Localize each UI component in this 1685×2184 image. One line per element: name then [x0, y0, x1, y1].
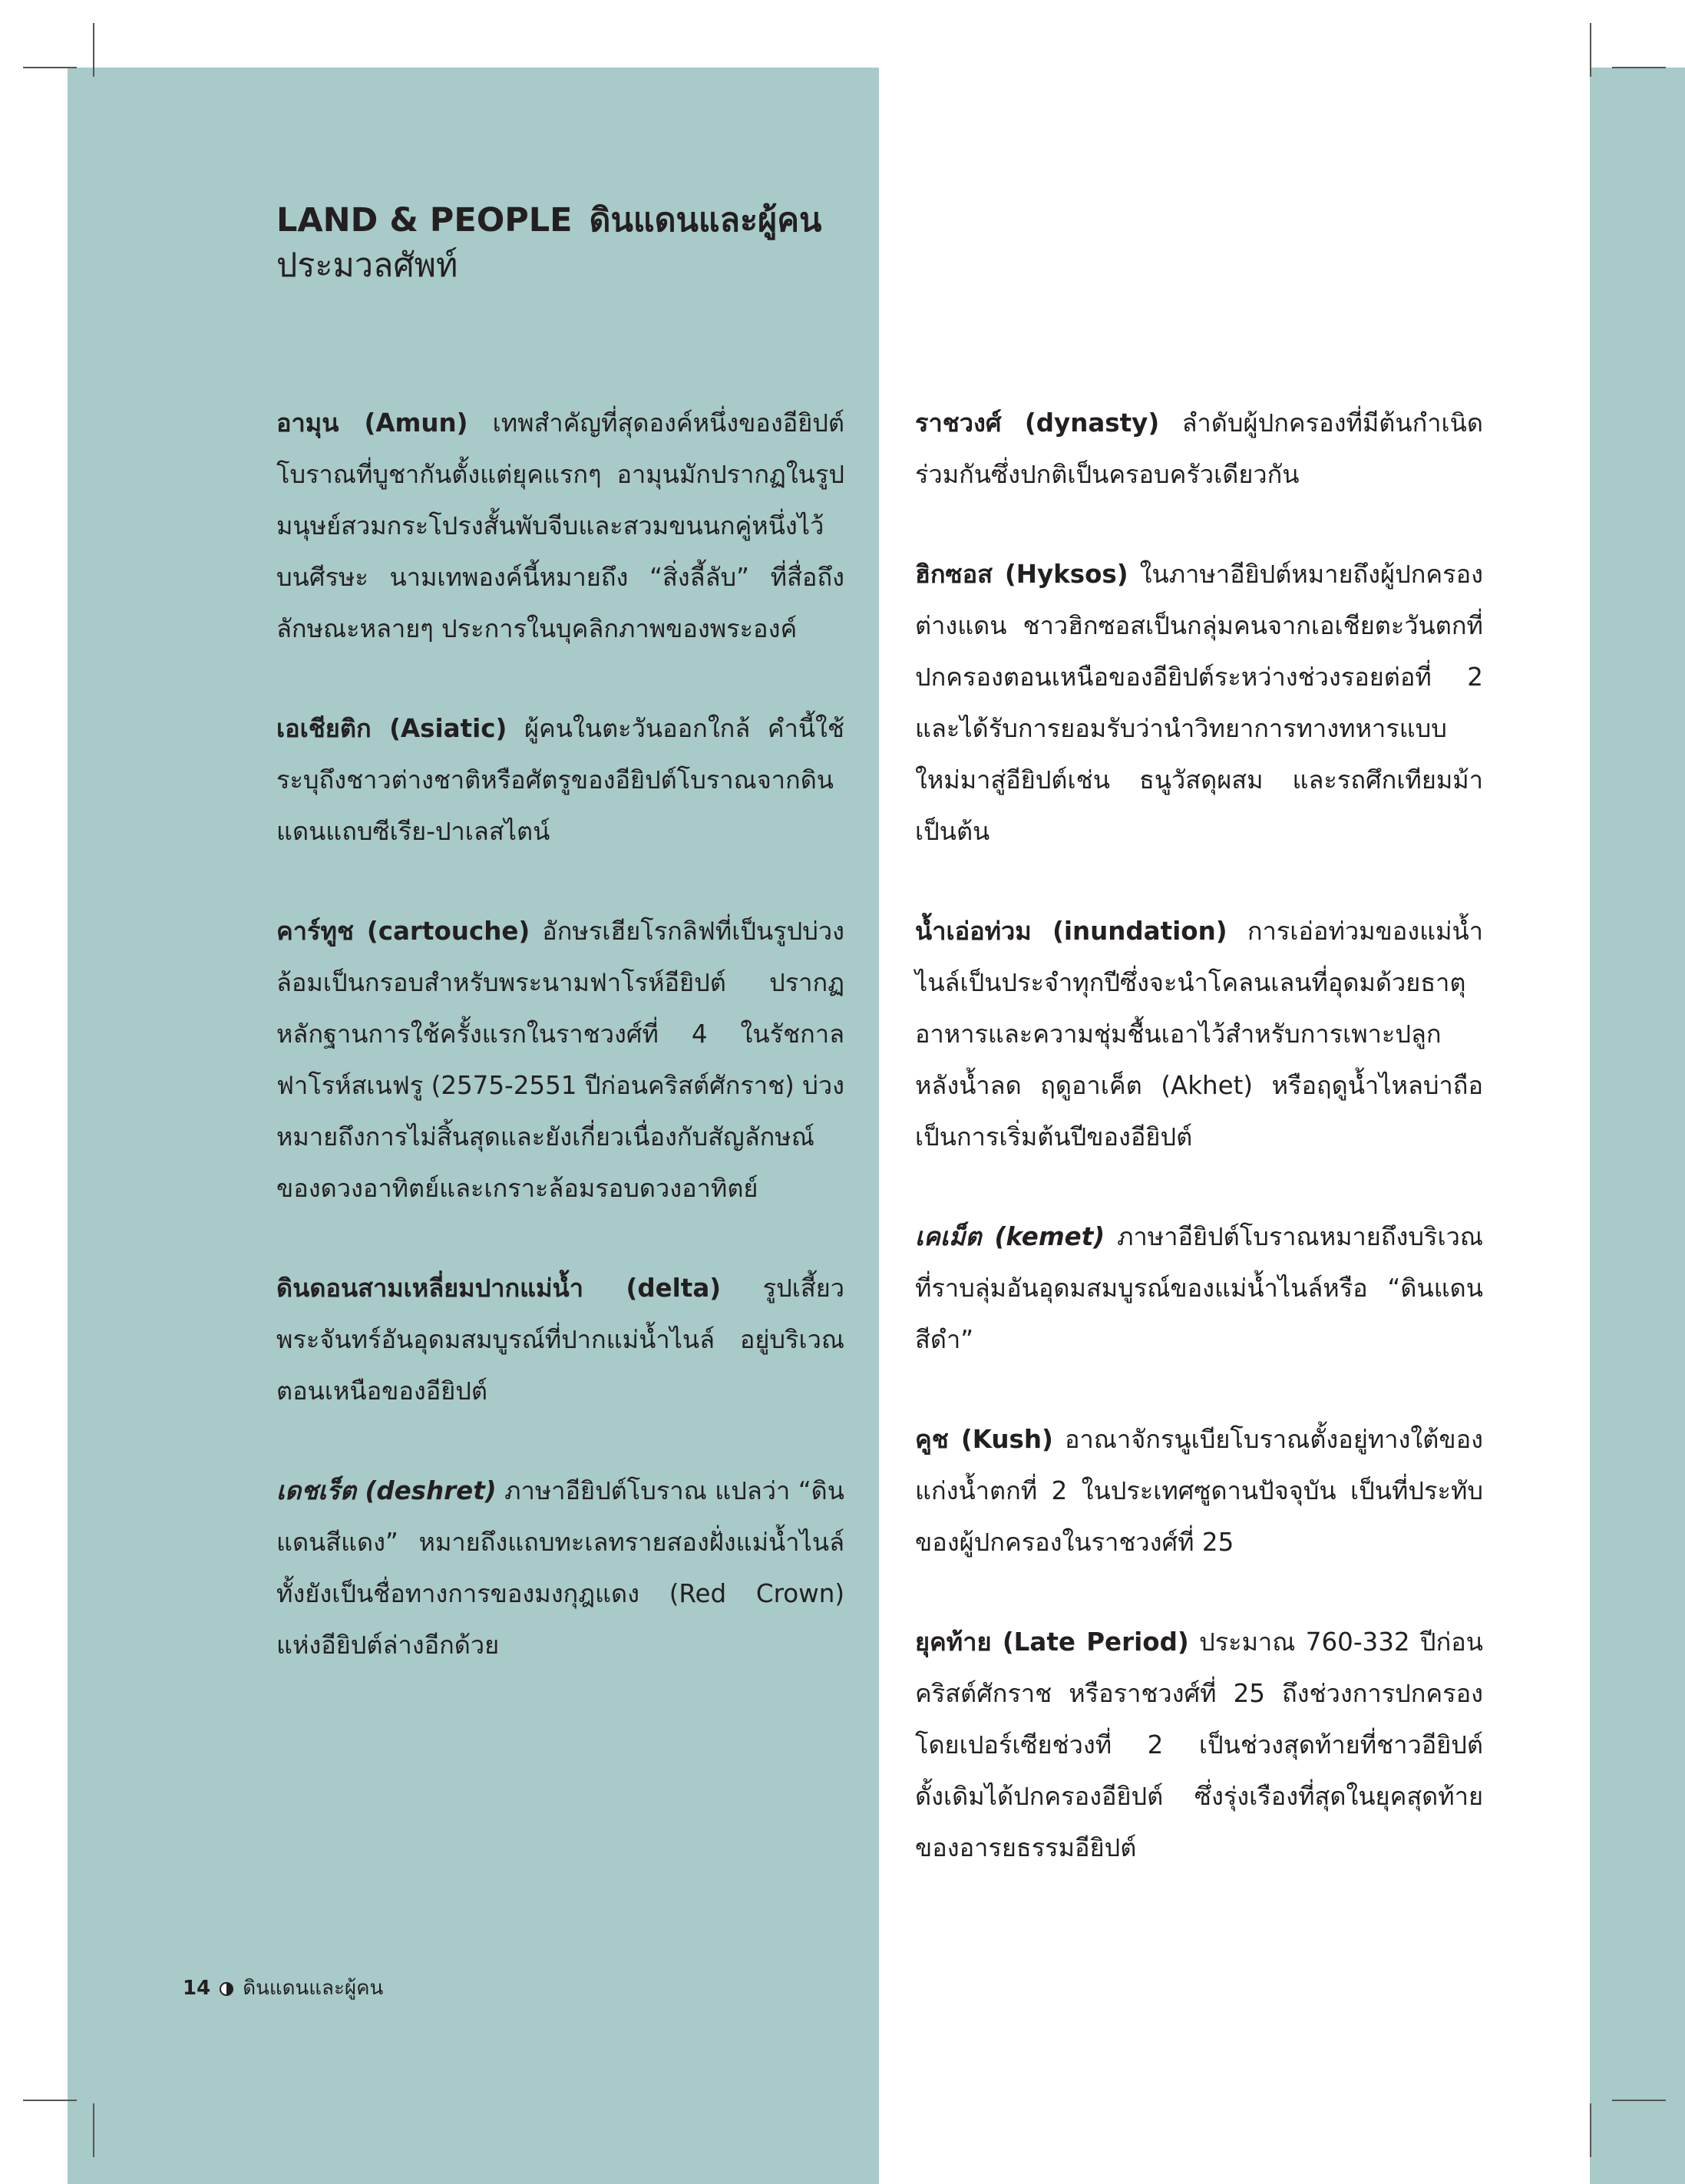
glossary-definition: อักษรเฮียโรกลิฟที่เป็นรูปบ่วงล้อมเป็นกรอบสำหรับพระนามฟาโรห์อียิปต์ ปรากฏหลักฐานการใช้ครั้งแรกในราชวงศ์ที่ 4 ในรัชกาลฟาโรห์สเนฟรู (2575-2551 ปีก่อนคริสต์ศักราช) บ่วงหมายถึงการไม่สิ้นสุดและยังเกี่ยวเนื่องกับสัญลักษณ์ของดวงอาทิตย์และเกราะล้อมรอบดวงอาทิตย์: [276, 917, 844, 1203]
crop-mark: [23, 67, 77, 68]
glossary-entry: [915, 549, 1483, 857]
glossary-definition: เทพสำคัญที่สุดองค์หนึ่งของอียิปต์โบราณที่บูชากันตั้งแต่ยุคแรกๆ อามุนมักปรากฏในรูปมนุษย์สวมกระโปรงสั้นพับจีบและสวมขนนกคู่หนึ่งไว้บนศีรษะ นามเทพองค์นี้หมายถึง “สิ่งลี้ลับ” ที่สื่อถึงลักษณะหลายๆ ประการในบุคลิกภาพของพระองค์: [276, 408, 844, 643]
crop-mark: [93, 23, 94, 77]
crop-mark: [1590, 2103, 1591, 2157]
glossary-entry: [276, 398, 844, 655]
glossary-entry: [276, 1465, 844, 1671]
crop-mark: [1612, 2100, 1666, 2101]
footer-section-title: ดินแดนและผู้คน: [243, 1977, 384, 2000]
glossary-definition: อาณาจักรนูเบียโบราณตั้งอยู่ทางใต้ของแก่งน้ำตกที่ 2 ในประเทศซูดานปัจจุบัน เป็นที่ประทับของผู้ปกครองในราชวงศ์ที่ 25: [915, 1425, 1483, 1557]
page-heading: [276, 198, 821, 289]
half-circle-icon: [220, 1982, 233, 1996]
glossary-column-left: [276, 398, 844, 1720]
glossary-entry: [915, 1617, 1483, 1874]
heading-title-en: LAND & PEOPLE: [276, 201, 573, 240]
glossary-entry: [915, 906, 1483, 1163]
crop-mark: [1590, 23, 1591, 77]
crop-mark: [23, 2100, 77, 2101]
glossary-entry: [276, 1263, 844, 1417]
glossary-definition: รูปเสี้ยวพระจันทร์อันอุดมสมบูรณ์ที่ปากแม่น้ำไนล์ อยู่บริเวณตอนเหนือของอียิปต์: [276, 1274, 844, 1406]
glossary-term: ราชวงศ์ (dynasty): [915, 408, 1160, 438]
glossary-term: เคเม็ต (kemet): [915, 1222, 1105, 1251]
heading-subtitle: ประมวลศัพท์: [276, 246, 458, 285]
glossary-term: ยุคท้าย (Late Period): [915, 1627, 1189, 1657]
heading-title: [276, 198, 821, 243]
glossary-term: ฮิกซอส (Hyksos): [915, 560, 1128, 589]
glossary-definition: ภาษาอียิปต์โบราณ แปลว่า “ดินแดนสีแดง” หมายถึงแถบทะเลทรายสองฝั่งแม่น้ำไนล์ ทั้งยังเป็นชื่อทางการของมงกุฎแดง (Red Crown) แห่งอียิปต์ล่างอีกด้วย: [276, 1476, 845, 1660]
glossary-definition: ภาษาอียิปต์โบราณหมายถึงบริเวณที่ราบลุ่มอันอุดมสมบูรณ์ของแม่น้ำไนล์หรือ “ดินแดนสีดำ”: [915, 1222, 1483, 1354]
glossary-term: คาร์ทูช (cartouche): [276, 917, 530, 946]
glossary-term: เอเชียติก (Asiatic): [276, 714, 507, 743]
glossary-definition: ลำดับผู้ปกครองที่มีต้นกำเนิดร่วมกันซึ่งปกติเป็นครอบครัวเดียวกัน: [915, 408, 1483, 489]
glossary-term: เดชเร็ต (deshret): [276, 1476, 497, 1505]
page-number: 14: [183, 1977, 211, 2000]
glossary-entry: [276, 906, 844, 1214]
glossary-term: อามุน (Amun): [276, 408, 468, 438]
glossary-term: คูช (Kush): [915, 1425, 1053, 1454]
glossary-entry: [915, 398, 1483, 501]
crop-mark: [93, 2103, 94, 2157]
glossary-definition: ในภาษาอียิปต์หมายถึงผู้ปกครองต่างแดน ชาวฮิกซอสเป็นกลุ่มคนจากเอเชียตะวันตกที่ปกครองตอนเหนือของอียิปต์ระหว่างช่วงรอยต่อที่ 2 และได้รับการยอมรับว่านำวิทยาการทางทหารแบบใหม่มาสู่อียิปต์เช่น ธนูวัสดุผสม และรถศึกเทียมม้า เป็นต้น: [915, 560, 1483, 846]
crop-mark: [1612, 67, 1666, 68]
glossary-entry: [915, 1211, 1483, 1366]
glossary-definition: ประมาณ 760-332 ปีก่อนคริสต์ศักราช หรือราชวงศ์ที่ 25 ถึงช่วงการปกครองโดยเปอร์เซียช่วงที่ 2 เป็นช่วงสุดท้ายที่ชาวอียิปต์ดั้งเดิมได้ปกครองอียิปต์ ซึ่งรุ่งเรืองที่สุดในยุคสุดท้ายของอารยธรรมอียิปต์: [915, 1627, 1483, 1862]
glossary-definition: การเอ่อท่วมของแม่น้ำไนล์เป็นประจำทุกปีซึ่งจะนำโคลนเลนที่อุดมด้วยธาตุอาหารและความชุ่มชื้นเอาไว้สำหรับการเพาะปลูกหลังน้ำลด ฤดูอาเค็ต (Akhet) หรือฤดูน้ำไหลบ่าถือเป็นการเริ่มต้นปีของอียิปต์: [915, 917, 1483, 1151]
glossary-definition: ผู้คนในตะวันออกใกล้ คำนี้ใช้ระบุถึงชาวต่างชาติหรือศัตรูของอียิปต์โบราณจากดินแดนแถบซีเรีย-ปาเลสไตน์: [276, 714, 844, 846]
glossary-term: ดินดอนสามเหลี่ยมปากแม่น้ำ (delta): [276, 1274, 722, 1303]
teal-edge-panel: [1590, 68, 1685, 2184]
glossary-entry: [915, 1414, 1483, 1568]
glossary-entry: [276, 703, 844, 857]
glossary-column-right: [915, 398, 1483, 1922]
glossary-term: น้ำเอ่อท่วม (inundation): [915, 917, 1227, 946]
heading-title-th: ดินแดนและผู้คน: [589, 201, 822, 240]
page-footer: [183, 1975, 383, 2001]
